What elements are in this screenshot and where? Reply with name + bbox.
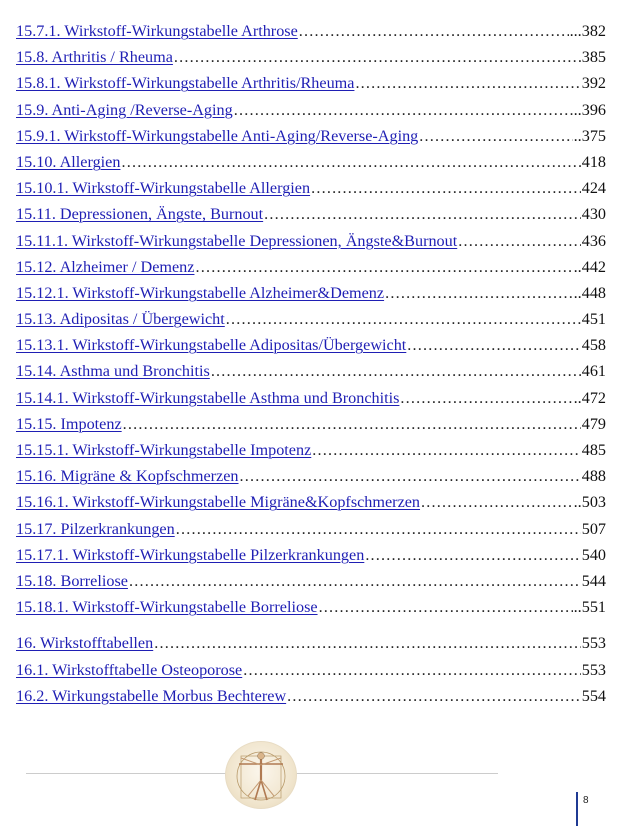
toc-link[interactable]: 15.7.1. Wirkstoff-Wirkungstabelle Arthrose (16, 22, 298, 40)
toc-link[interactable]: 15.9. Anti-Aging /Reverse-Aging (16, 100, 233, 119)
toc-leader-dots (129, 568, 581, 594)
toc-page-number: 553 (581, 660, 606, 679)
toc-leader-dots (312, 437, 580, 463)
toc-page-number: ..503 (573, 493, 606, 512)
toc-entry[interactable] (16, 149, 606, 175)
toc-link[interactable]: 15.18. Borreliose (16, 571, 128, 590)
toc-page-number: 424 (581, 179, 606, 198)
toc-entry[interactable] (16, 306, 606, 332)
toc-page-number: 458 (581, 336, 606, 355)
toc-link[interactable]: 15.17. Pilzerkrankungen (16, 519, 175, 538)
toc-entry[interactable] (16, 463, 606, 489)
toc-leader-dots (458, 228, 580, 254)
toc-entry[interactable] (16, 18, 606, 44)
toc-leader-dots (385, 280, 573, 306)
vitruvian-man-icon (225, 741, 297, 809)
toc-entry[interactable] (16, 437, 606, 463)
toc-entry[interactable] (16, 630, 606, 656)
toc-leader-dots (287, 683, 581, 709)
toc-entry[interactable] (16, 123, 606, 149)
toc-entry[interactable] (16, 201, 606, 227)
toc-entry[interactable] (16, 594, 606, 620)
toc-leader-dots (226, 306, 581, 332)
toc-entry[interactable] (16, 489, 606, 515)
toc-page-number: 485 (581, 441, 606, 459)
toc-page-number: 553 (581, 634, 606, 653)
toc-leader-dots (365, 542, 580, 568)
toc-entry[interactable] (16, 516, 606, 542)
toc-entry[interactable] (16, 542, 606, 568)
toc-page-number: ..375 (573, 126, 606, 145)
toc-page-number: 554 (581, 686, 606, 705)
toc-entry[interactable] (16, 280, 606, 306)
toc-link[interactable]: 15.18.1. Wirkstoff-Wirkungstabelle Borreliose (16, 598, 318, 617)
table-of-contents (16, 18, 606, 709)
toc-leader-dots (421, 489, 573, 515)
toc-link[interactable]: 15.16. Migräne & Kopfschmerzen (16, 467, 239, 486)
toc-link[interactable]: 15.9.1. Wirkstoff-Wirkungstabelle Anti-Aging/Reverse-Aging (16, 126, 419, 145)
toc-page-number: ..448 (573, 283, 606, 302)
toc-page-number: 385 (581, 48, 606, 67)
toc-leader-dots (355, 70, 580, 96)
toc-page-number: ..472 (573, 388, 606, 407)
toc-leader-dots (264, 201, 581, 227)
toc-link[interactable]: 15.13.1. Wirkstoff-Wirkungstabelle Adipositas/Übergewicht (16, 336, 407, 355)
toc-page-number: ..442 (573, 257, 606, 276)
toc-link[interactable]: 16. Wirkstofftabellen (16, 634, 154, 653)
toc-leader-dots (319, 594, 573, 620)
toc-link[interactable]: 15.12.1. Wirkstoff-Wirkungstabelle Alzheimer&Demenz (16, 283, 385, 302)
toc-entry[interactable] (16, 568, 606, 594)
toc-link[interactable]: 15.16.1. Wirkstoff-Wirkungstabelle Migräne&Kopfschmerzen (16, 493, 421, 512)
toc-page-number: 392 (581, 74, 606, 93)
toc-entry[interactable] (16, 385, 606, 411)
toc-page-number: 479 (581, 414, 606, 433)
toc-page-number: 507 (581, 519, 606, 538)
toc-entry[interactable] (16, 358, 606, 384)
toc-leader-dots (195, 254, 572, 280)
toc-page-number: 451 (581, 310, 606, 329)
toc-entry[interactable] (16, 228, 606, 254)
toc-entry[interactable] (16, 254, 606, 280)
toc-link[interactable]: 15.11. Depressionen, Ängste, Burnout (16, 205, 264, 224)
toc-page-number: 430 (581, 205, 606, 224)
toc-link[interactable]: 15.14.1. Wirkstoff-Wirkungstabelle Asthma und Bronchitis (16, 388, 400, 407)
toc-link[interactable]: 16.2. Wirkungstabelle Morbus Bechterew (16, 686, 287, 705)
toc-link[interactable]: 15.8.1. Wirkstoff-Wirkungstabelle Arthritis/Rheuma (16, 74, 355, 93)
toc-page-number: 436 (581, 231, 606, 250)
toc-entry[interactable] (16, 411, 606, 437)
toc-leader-dots (311, 175, 581, 201)
page-number: 8 (583, 795, 589, 806)
toc-page-number: 540 (581, 545, 606, 564)
toc-link[interactable]: 16.1. Wirkstofftabelle Osteoporose (16, 660, 243, 679)
toc-leader-dots (400, 385, 572, 411)
toc-page-number: 544 (581, 571, 606, 590)
toc-link[interactable]: 15.11.1. Wirkstoff-Wirkungstabelle Depressionen, Ängste&Burnout (16, 231, 458, 250)
toc-entry[interactable] (16, 44, 606, 70)
toc-link[interactable]: 15.12. Alzheimer / Demenz (16, 257, 195, 276)
toc-link[interactable]: 15.15. Impotenz (16, 414, 122, 433)
toc-leader-dots (240, 463, 581, 489)
toc-page-number: 418 (581, 152, 606, 171)
toc-link[interactable]: 15.13. Adipositas / Übergewicht (16, 310, 225, 329)
toc-leader-dots (419, 123, 572, 149)
toc-leader-dots (407, 332, 580, 358)
toc-leader-dots (211, 358, 581, 384)
toc-leader-dots (243, 657, 580, 683)
toc-link[interactable]: 15.8. Arthritis / Rheuma (16, 48, 173, 67)
toc-entry[interactable] (16, 175, 606, 201)
toc-leader-dots (234, 97, 573, 123)
toc-entry[interactable] (16, 70, 606, 96)
toc-entry[interactable] (16, 657, 606, 683)
toc-leader-dots (176, 516, 581, 542)
toc-entry[interactable] (16, 332, 606, 358)
toc-page-number: 488 (581, 467, 606, 486)
toc-page-number: ..551 (573, 598, 606, 617)
toc-leader-dots (121, 149, 580, 175)
toc-page-number: ...382 (569, 22, 606, 40)
toc-link[interactable]: 15.15.1. Wirkstoff-Wirkungstabelle Impotenz (16, 441, 312, 459)
toc-page-number: 461 (581, 362, 606, 381)
toc-leader-dots (123, 411, 581, 437)
toc-leader-dots (154, 630, 581, 656)
toc-link[interactable]: 15.14. Asthma und Bronchitis (16, 362, 210, 381)
toc-link[interactable]: 15.10.1. Wirkstoff-Wirkungstabelle Allergien (16, 179, 311, 198)
toc-leader-dots (299, 18, 569, 44)
page-number-bar (576, 792, 578, 826)
toc-page-number: ..396 (573, 100, 606, 119)
toc-leader-dots (174, 44, 581, 70)
toc-entry[interactable] (16, 683, 606, 709)
toc-entry[interactable] (16, 97, 606, 123)
toc-link[interactable]: 15.10. Allergien (16, 152, 121, 171)
toc-link[interactable]: 15.17.1. Wirkstoff-Wirkungstabelle Pilzerkrankungen (16, 545, 365, 564)
